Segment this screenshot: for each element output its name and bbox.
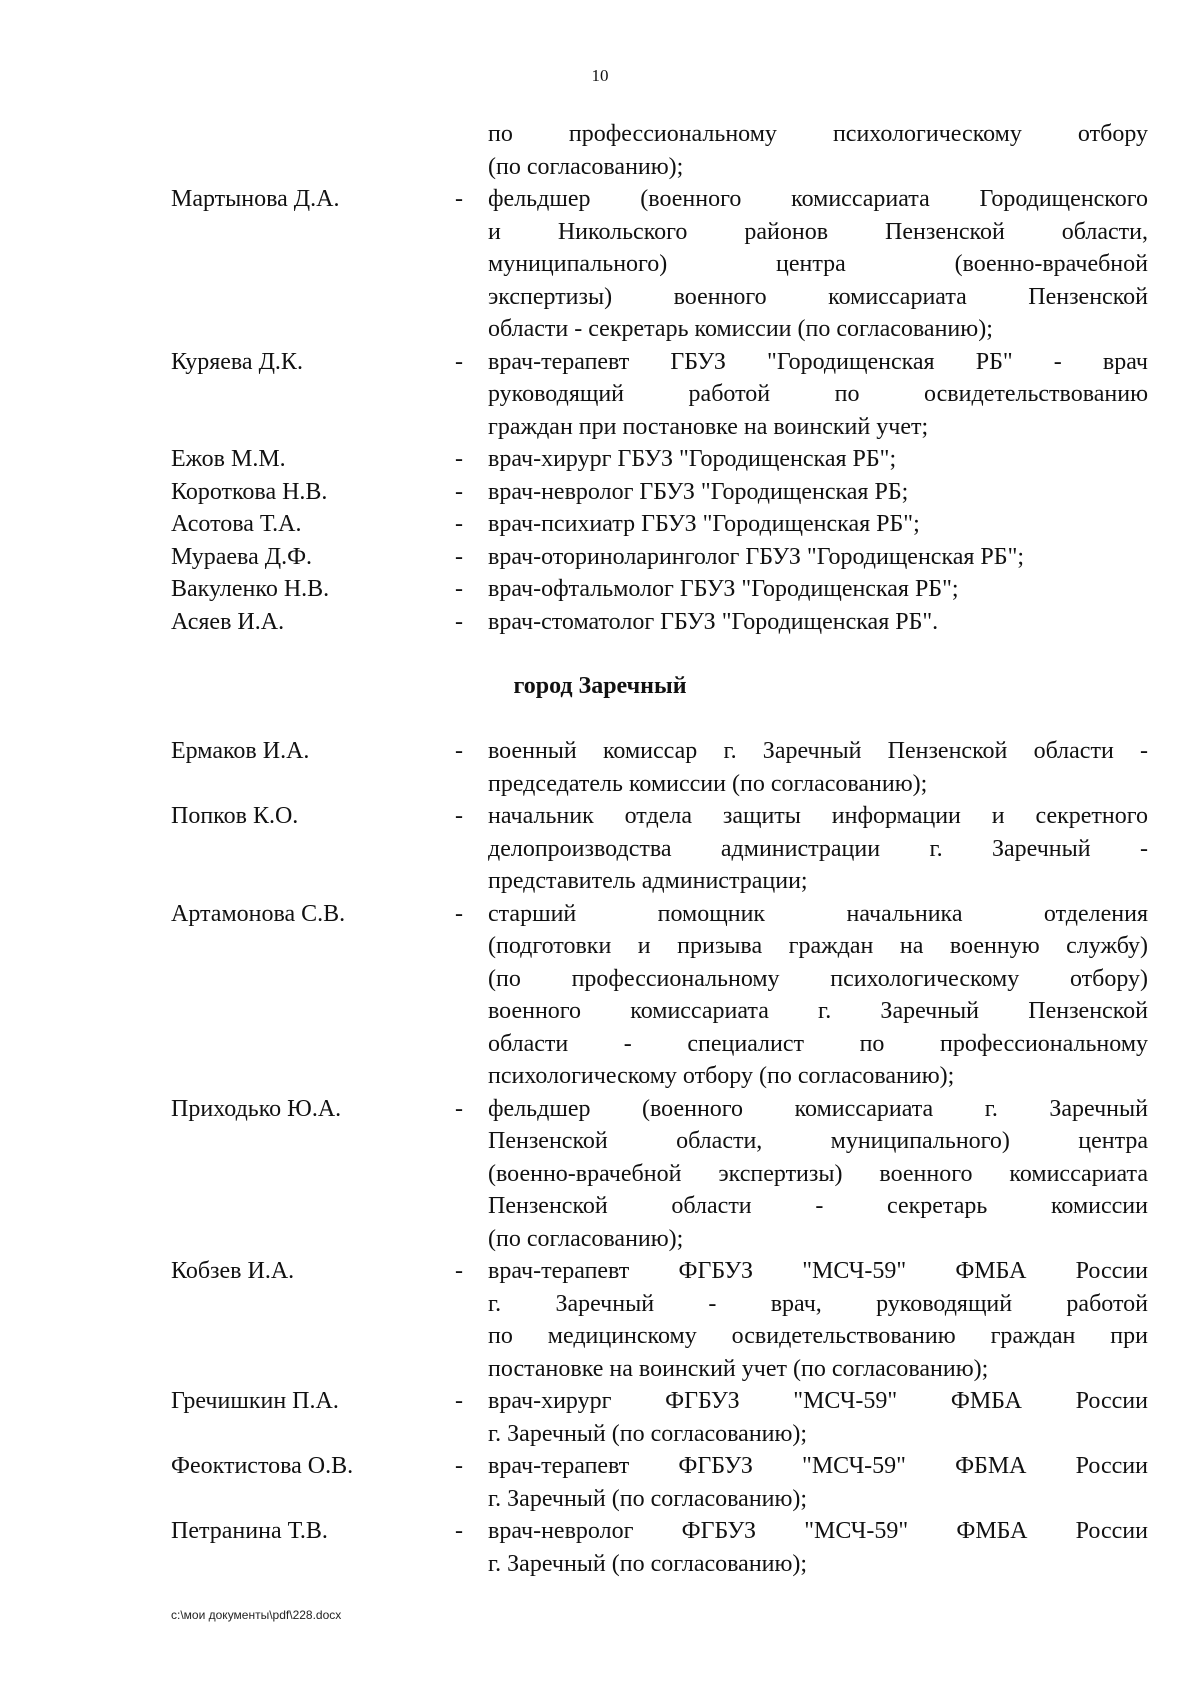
page-number: 10 — [591, 66, 609, 85]
description-line: врач-невролог ГБУЗ "Городищенская РБ; — [488, 478, 909, 505]
entry-description — [488, 735, 1148, 800]
member-entry — [0, 508, 1200, 541]
description-line: врач-хирург ФГБУЗ "МСЧ-59" ФМБА России — [488, 1388, 1148, 1414]
description-line: г. Заречный (по согласованию); — [488, 1420, 808, 1447]
description-line: врач-психиатр ГБУЗ "Городищенская РБ"; — [488, 511, 920, 537]
description-line: Пензенской области, муниципального) центра — [488, 1128, 1148, 1154]
member-entry — [0, 1385, 1200, 1450]
entry-description — [488, 346, 1148, 444]
description-line: делопроизводства администрации г. Заречный - — [488, 835, 1148, 862]
member-name: Петранина Т.В. — [171, 1518, 328, 1544]
entry-description — [488, 118, 1148, 183]
description-line: г. Заречный (по согласованию); — [488, 1485, 808, 1512]
description-line: области - специалист по профессиональному — [488, 1030, 1148, 1057]
description-line: фельдшер (военного комиссариата Городищенского — [488, 186, 1148, 212]
member-name: Гречишкин П.А. — [171, 1388, 339, 1414]
description-line: врач-терапевт ГБУЗ "Городищенская РБ" - врач — [488, 348, 1148, 375]
description-line: врач-терапевт ФГБУЗ "МСЧ-59" ФБМА России — [488, 1453, 1148, 1479]
document-body — [0, 118, 1200, 1580]
dash-separator: - — [455, 446, 463, 472]
member-name: Вакуленко Н.В. — [171, 576, 330, 602]
member-entry — [0, 1450, 1200, 1515]
member-name: Мураева Д.Ф. — [171, 543, 313, 570]
member-entry — [0, 800, 1200, 898]
member-entry — [0, 898, 1200, 1093]
member-name: Мартынова Д.А. — [171, 186, 340, 212]
description-line: Пензенской области - секретарь комиссии — [488, 1193, 1148, 1219]
entry-description — [488, 541, 1148, 574]
entry-description — [488, 606, 1148, 639]
member-entry — [0, 735, 1200, 800]
entry-description — [488, 476, 1148, 509]
description-line: и Никольского районов Пензенской области, — [488, 218, 1148, 245]
member-entry — [0, 183, 1200, 346]
description-line: врач-оториноларинголог ГБУЗ "Городищенская РБ"; — [488, 543, 1025, 570]
member-entry — [0, 1515, 1200, 1580]
dash-separator: - — [455, 348, 463, 375]
member-entry — [0, 443, 1200, 476]
description-line: старший помощник начальника отделения — [488, 900, 1148, 927]
description-line: (по согласованию); — [488, 153, 684, 180]
entry-description — [488, 443, 1148, 476]
dash-separator: - — [455, 511, 463, 537]
description-line: врач-невролог ФГБУЗ "МСЧ-59" ФМБА России — [488, 1518, 1148, 1544]
description-line: врач-хирург ГБУЗ "Городищенская РБ"; — [488, 446, 897, 472]
description-line: психологическому отбору (по согласованию); — [488, 1063, 955, 1089]
description-line: военный комиссар г. Заречный Пензенской области - — [488, 738, 1148, 764]
dash-separator: - — [455, 608, 463, 635]
description-line: врач-терапевт ФГБУЗ "МСЧ-59" ФМБА России — [488, 1258, 1148, 1284]
member-entry — [0, 1255, 1200, 1385]
dash-separator: - — [455, 543, 463, 570]
dash-separator: - — [455, 900, 463, 927]
member-name: Куряева Д.К. — [171, 348, 303, 375]
description-line: фельдшер (военного комиссариата г. Заречный — [488, 1095, 1148, 1122]
dash-separator: - — [455, 576, 463, 602]
member-entry — [0, 573, 1200, 606]
dash-separator: - — [455, 186, 463, 212]
member-name: Короткова Н.В. — [171, 478, 328, 505]
description-line: представитель администрации; — [488, 868, 808, 894]
entry-description — [488, 1515, 1148, 1580]
member-name: Асяев И.А. — [171, 608, 285, 635]
description-line: области - секретарь комиссии (по согласованию); — [488, 316, 993, 342]
member-entry — [0, 476, 1200, 509]
entry-description — [488, 1093, 1148, 1256]
description-line: постановке на воинский учет (по согласованию); — [488, 1355, 989, 1382]
entry-description — [488, 1385, 1148, 1450]
description-line: граждан при постановке на воинский учет; — [488, 413, 929, 440]
member-entry — [0, 1093, 1200, 1256]
description-line: (по профессиональному психологическому отбору) — [488, 965, 1148, 992]
dash-separator: - — [455, 738, 463, 764]
description-line: по медицинскому освидетельствованию граждан при — [488, 1323, 1148, 1349]
member-entry — [0, 606, 1200, 639]
dash-separator: - — [455, 1453, 463, 1479]
entry-description — [488, 1450, 1148, 1515]
description-line: муниципального) центра (военно-врачебной — [488, 251, 1148, 277]
member-entry — [0, 346, 1200, 444]
member-name: Кобзев И.А. — [171, 1258, 295, 1284]
member-name: Приходько Ю.А. — [171, 1095, 342, 1122]
entry-description — [488, 508, 1148, 541]
entry-description — [488, 800, 1148, 898]
member-name: Асотова Т.А. — [171, 511, 302, 537]
member-name: Ежов М.М. — [171, 446, 286, 472]
continuation-entry — [0, 118, 1200, 183]
description-line: руководящий работой по освидетельствованию — [488, 381, 1148, 407]
description-line: (военно-врачебной экспертизы) военного комиссариата — [488, 1160, 1148, 1187]
description-line: врач-офтальмолог ГБУЗ "Городищенская РБ"; — [488, 576, 959, 602]
dash-separator: - — [455, 1518, 463, 1544]
description-line: (по согласованию); — [488, 1225, 684, 1252]
description-line: г. Заречный (по согласованию); — [488, 1550, 808, 1577]
description-line: (подготовки и призыва граждан на военную службу) — [488, 933, 1148, 959]
dash-separator: - — [455, 1095, 463, 1122]
entry-description — [488, 898, 1148, 1093]
member-entry — [0, 541, 1200, 574]
section-heading: город Заречный — [513, 673, 687, 699]
dash-separator: - — [455, 478, 463, 505]
dash-separator: - — [455, 1388, 463, 1414]
member-name: Попков К.О. — [171, 803, 299, 829]
member-name: Артамонова С.В. — [171, 900, 346, 927]
entry-description — [488, 1255, 1148, 1385]
description-line: председатель комиссии (по согласованию); — [488, 770, 928, 797]
entry-description — [488, 183, 1148, 346]
description-line: врач-стоматолог ГБУЗ "Городищенская РБ". — [488, 608, 939, 635]
member-name: Ермаков И.А. — [171, 738, 310, 764]
description-line: военного комиссариата г. Заречный Пензенской — [488, 998, 1148, 1024]
member-name: Феоктистова О.В. — [171, 1453, 354, 1479]
description-line: по профессиональному психологическому отбору — [488, 121, 1148, 147]
dash-separator: - — [455, 803, 463, 829]
description-line: г. Заречный - врач, руководящий работой — [488, 1290, 1148, 1317]
description-line: экспертизы) военного комиссариата Пензенской — [488, 283, 1148, 310]
description-line: начальник отдела защиты информации и секретного — [488, 803, 1148, 829]
dash-separator: - — [455, 1258, 463, 1284]
footer-file-path: c:\мои документы\pdf\228.docx — [171, 1608, 342, 1622]
entry-description — [488, 573, 1148, 606]
